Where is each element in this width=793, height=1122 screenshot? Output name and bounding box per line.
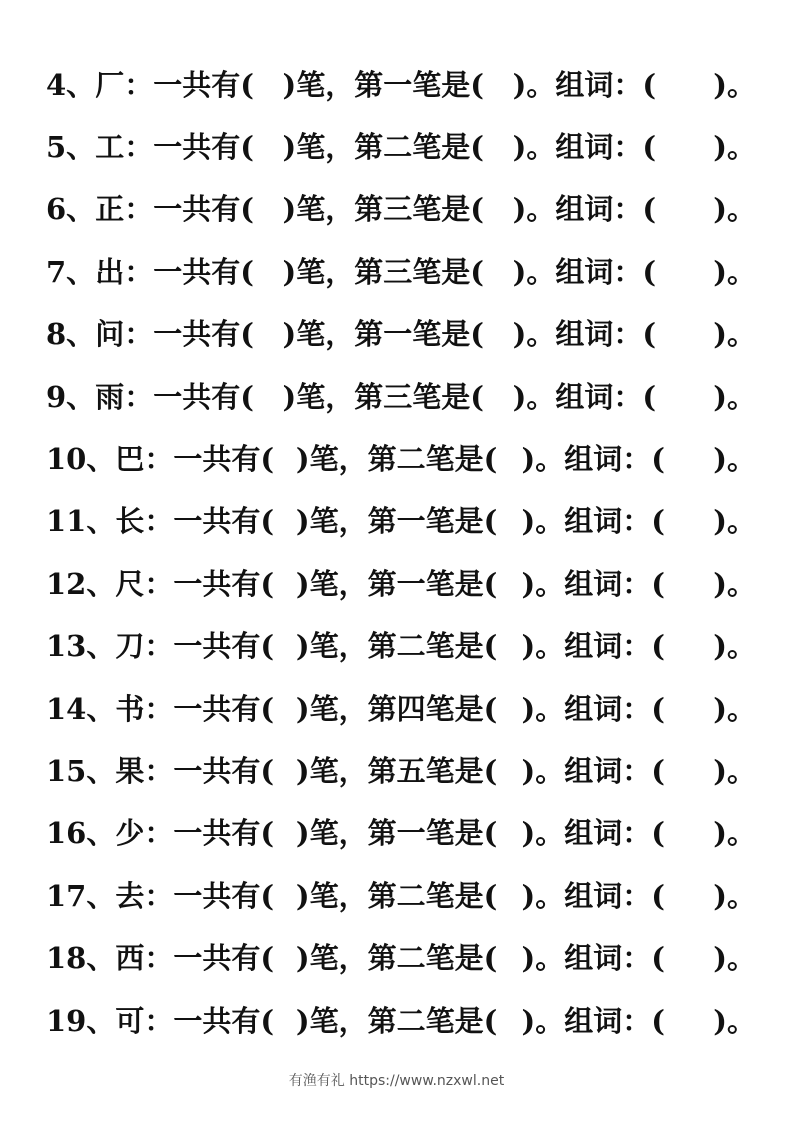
stroke-order-label: )笔，第一笔是( [295,566,498,601]
question-character: 西 [115,941,145,976]
footer-watermark: 有渔有礼 https://www.nzxwl.net [288,1073,505,1089]
question-character: 出 [95,254,125,289]
row-end-mark: )。 [713,130,756,165]
question-character: 少 [115,816,145,851]
question-number: 17、 [46,878,116,913]
row-end-mark: )。 [713,753,756,788]
question-row [46,925,756,987]
group-words-label: )。组词：( [512,67,657,102]
row-end-mark: )。 [713,566,756,601]
group-words-label: )。组词：( [521,753,665,788]
group-words-label: )。组词：( [521,504,665,539]
group-words-label: )。组词：( [512,254,657,289]
total-strokes-label: ：一共有( [124,317,254,352]
stroke-order-label: )笔，第二笔是( [295,629,498,664]
row-end-mark: )。 [713,442,756,477]
question-row [46,988,756,1050]
row-end-mark: )。 [713,254,756,289]
question-number: 5、 [46,130,96,165]
question-row [46,52,756,114]
question-row [46,676,756,738]
question-character: 巴 [115,442,145,477]
question-number: 10、 [46,442,116,477]
question-character: 果 [115,753,145,788]
group-words-label: )。组词：( [512,192,657,227]
total-strokes-label: ：一共有( [144,504,275,539]
stroke-order-label: )笔，第四笔是( [295,691,498,726]
question-number: 6、 [46,192,96,227]
question-character: 刀 [115,629,145,664]
question-character: 长 [115,504,145,539]
total-strokes-label: ：一共有( [144,878,275,913]
question-row [46,863,756,925]
row-end-mark: )。 [713,1003,756,1038]
stroke-order-label: )笔，第三笔是( [282,379,484,414]
group-words-label: )。组词：( [521,878,665,913]
total-strokes-label: ：一共有( [144,566,275,601]
question-number: 16、 [46,816,116,851]
group-words-label: )。组词：( [521,816,665,851]
stroke-order-label: )笔，第一笔是( [282,67,484,102]
question-row [46,489,756,551]
question-row [46,738,756,800]
row-end-mark: )。 [713,317,756,352]
question-character: 可 [115,1003,145,1038]
stroke-order-label: )笔，第三笔是( [282,192,484,227]
question-number: 11、 [46,504,116,539]
total-strokes-label: ：一共有( [144,1003,275,1038]
stroke-order-label: )笔，第五笔是( [295,753,498,788]
question-number: 9、 [46,379,96,414]
question-number: 15、 [46,753,116,788]
question-row [46,114,756,176]
stroke-order-label: )笔，第一笔是( [295,504,498,539]
question-number: 13、 [46,629,116,664]
group-words-label: )。组词：( [521,566,665,601]
question-number: 14、 [46,691,116,726]
question-character: 去 [115,878,145,913]
question-character: 问 [95,317,125,352]
stroke-order-label: )笔，第二笔是( [295,442,498,477]
question-character: 尺 [115,566,145,601]
row-end-mark: )。 [713,379,756,414]
question-number: 4、 [46,67,96,102]
question-character: 雨 [95,379,125,414]
question-row [46,302,756,364]
total-strokes-label: ：一共有( [124,67,254,102]
total-strokes-label: ：一共有( [124,254,254,289]
stroke-order-label: )笔，第二笔是( [295,1003,498,1038]
stroke-order-label: )笔，第一笔是( [295,816,498,851]
stroke-order-label: )笔，第二笔是( [295,941,498,976]
question-character: 工 [95,130,125,165]
question-row [46,801,756,863]
row-end-mark: )。 [713,192,756,227]
question-row [46,239,756,301]
question-number: 7、 [46,254,96,289]
question-character: 厂 [95,67,125,102]
question-row [46,177,756,239]
question-number: 18、 [46,941,116,976]
row-end-mark: )。 [713,629,756,664]
group-words-label: )。组词：( [521,629,665,664]
stroke-order-label: )笔，第一笔是( [282,317,484,352]
total-strokes-label: ：一共有( [144,941,275,976]
row-end-mark: )。 [713,941,756,976]
total-strokes-label: ：一共有( [144,753,275,788]
total-strokes-label: ：一共有( [144,442,275,477]
stroke-order-label: )笔，第二笔是( [295,878,498,913]
row-end-mark: )。 [713,67,756,102]
total-strokes-label: ：一共有( [124,130,254,165]
question-number: 19、 [46,1003,116,1038]
total-strokes-label: ：一共有( [144,691,275,726]
question-number: 8、 [46,317,96,352]
row-end-mark: )。 [713,878,756,913]
total-strokes-label: ：一共有( [144,629,275,664]
group-words-label: )。组词：( [512,379,657,414]
row-end-mark: )。 [713,816,756,851]
total-strokes-label: ：一共有( [124,192,254,227]
group-words-label: )。组词：( [512,317,657,352]
group-words-label: )。组词：( [512,130,657,165]
group-words-label: )。组词：( [521,1003,665,1038]
stroke-order-label: )笔，第二笔是( [282,130,484,165]
worksheet [46,52,756,1050]
total-strokes-label: ：一共有( [124,379,254,414]
group-words-label: )。组词：( [521,941,665,976]
question-character: 书 [115,691,145,726]
row-end-mark: )。 [713,504,756,539]
question-row [46,426,756,488]
question-row [46,364,756,426]
question-list [46,52,756,1050]
question-row [46,551,756,613]
stroke-order-label: )笔，第三笔是( [282,254,484,289]
group-words-label: )。组词：( [521,691,665,726]
question-row [46,614,756,676]
group-words-label: )。组词：( [521,442,665,477]
total-strokes-label: ：一共有( [144,816,275,851]
row-end-mark: )。 [713,691,756,726]
question-number: 12、 [46,566,116,601]
question-character: 正 [95,192,125,227]
